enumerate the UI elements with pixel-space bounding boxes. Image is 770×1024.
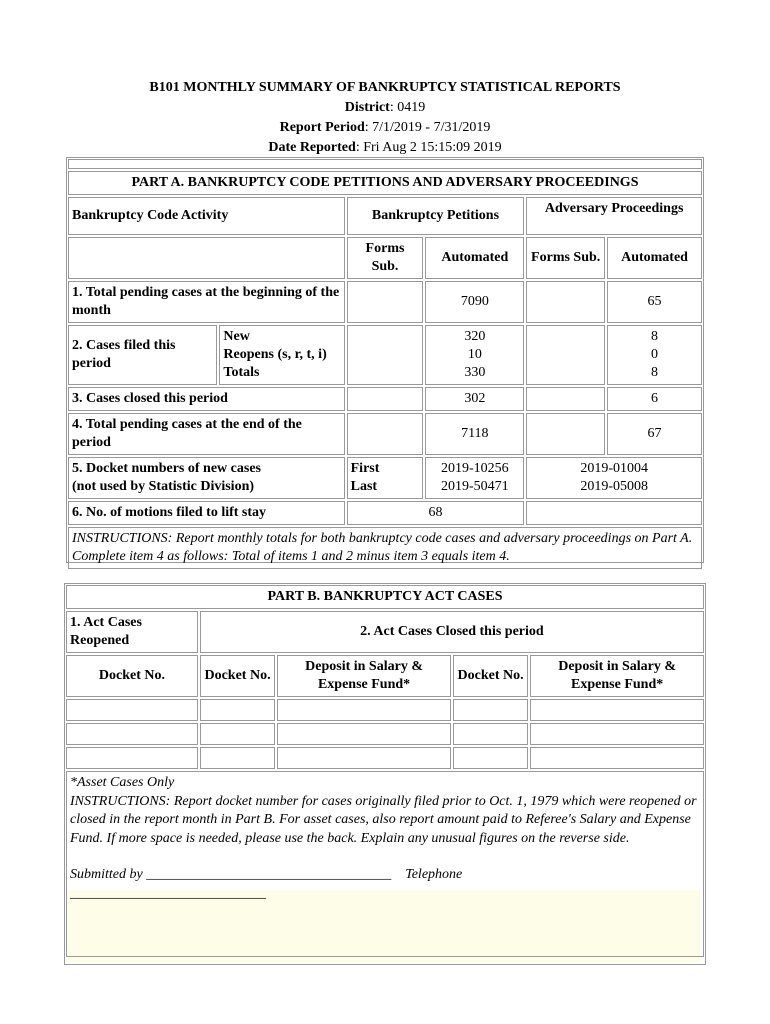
row5-label-line2: (not used by Statistic Division) [72, 479, 255, 494]
row2-petitions-automated [425, 325, 524, 385]
row3-petitions-automated: 302 [425, 387, 524, 411]
blank-subheader [68, 237, 345, 279]
petitions-automated-header: Automated [425, 237, 524, 279]
report-header [0, 78, 770, 158]
row2-petitions-forms [347, 325, 424, 385]
row2-petitions-totals: 330 [464, 365, 486, 380]
date-reported-line [0, 138, 770, 158]
entry-cell [200, 747, 275, 769]
row4-label: 4. Total pending cases at the end of the period [68, 413, 345, 455]
row3-adversary-automated: 6 [607, 387, 702, 411]
row3-adversary-forms [526, 387, 605, 411]
part-b-heading: PART B. BANKRUPTCY ACT CASES [66, 585, 704, 609]
row1-adversary-automated: 65 [607, 281, 702, 323]
part-b-table [64, 583, 706, 959]
row5-last-label: Last [350, 479, 378, 494]
row5-petitions-last: 2019-50471 [440, 479, 509, 494]
row5-petitions-dockets [425, 457, 524, 499]
row5-petitions-first: 2019-10256 [440, 461, 509, 476]
row4-petitions-automated: 7118 [425, 413, 524, 455]
row1-adversary-forms [526, 281, 605, 323]
row2-adversary-forms [526, 325, 605, 385]
entry-cell [66, 747, 198, 769]
entry-cell [66, 723, 198, 745]
entry-cell [453, 747, 528, 769]
entry-cell [277, 723, 451, 745]
row2-adversary-new: 8 [651, 329, 659, 344]
entry-cell [530, 699, 704, 721]
row5-label-line1: 5. Docket numbers of new cases [72, 461, 261, 476]
row4-adversary-forms [526, 413, 605, 455]
notes-spacer [70, 848, 700, 866]
act-cases-closed-header: 2. Act Cases Closed this period [200, 611, 704, 653]
row2-reopens-label: Reopens (s, r, t, i) [223, 347, 327, 362]
petitions-forms-sub-header: Forms Sub. [347, 237, 424, 279]
entry-cell [66, 699, 198, 721]
row5-adversary-last: 2019-05008 [580, 479, 648, 494]
submitted-by-label: Submitted by [70, 867, 143, 882]
entry-cell [530, 747, 704, 769]
report-title: B101 MONTHLY SUMMARY OF BANKRUPTCY STATISTICAL REPORTS [149, 80, 621, 95]
reopened-docket-header: Docket No. [66, 655, 198, 697]
row5-label [68, 457, 345, 499]
closed-docket-header-1: Docket No. [200, 655, 275, 697]
part-a-heading: PART A. BANKRUPTCY CODE PETITIONS AND ADVERSARY PROCEEDINGS [68, 171, 702, 195]
row5-first-label: First [350, 461, 380, 476]
row4-petitions-forms [347, 413, 424, 455]
adversary-automated-header: Automated [607, 237, 702, 279]
telephone-label: Telephone [405, 867, 463, 882]
row2-adversary-automated [607, 325, 702, 385]
entry-cell [453, 699, 528, 721]
part-a-top-spacer [68, 159, 702, 169]
act-cases-reopened-header: 1. Act Cases Reopened [66, 611, 198, 653]
row3-petitions-forms [347, 387, 424, 411]
part-a-instructions: INSTRUCTIONS: Report monthly totals for both bankruptcy code cases and adversary proceedings on Part A. Complete item 4 as follows: Total of items 1 and 2 minus item 3 equals item 4. [68, 527, 702, 569]
report-period-label: Report Period [279, 120, 365, 135]
row1-petitions-automated: 7090 [425, 281, 524, 323]
row2-adversary-reopens: 0 [651, 347, 659, 362]
row6-label: 6. No. of motions filed to lift stay [68, 501, 345, 525]
row2-adversary-totals: 8 [651, 365, 659, 380]
row3-label: 3. Cases closed this period [68, 387, 345, 411]
entry-cell [277, 699, 451, 721]
report-period-line [0, 118, 770, 138]
report-period-value: : 7/1/2019 - 7/31/2019 [364, 120, 491, 135]
row6-adversary-blank [526, 501, 702, 525]
part-b-notes [66, 771, 704, 957]
date-reported-label: Date Reported [268, 140, 356, 155]
row2-totals-label: Totals [223, 365, 260, 380]
entry-cell [200, 699, 275, 721]
closed-deposit-header-1: Deposit in Salary & Expense Fund* [277, 655, 451, 697]
row5-adversary-first: 2019-01004 [580, 461, 648, 476]
date-reported-value: : Fri Aug 2 15:15:09 2019 [355, 140, 502, 155]
telephone-blank: ____________________________ [70, 885, 266, 901]
row2-sublabels [219, 325, 344, 385]
entry-cell [453, 723, 528, 745]
part-b-instructions: INSTRUCTIONS: Report docket number for cases originally filed prior to Oct. 1, 1979 which were reopened or closed in the report month in Part B. For asset cases, also report amount paid to Referee's Salary and Expense Fund. If more space is needed, please use the back. Explain any unusual figures on the reverse side. [70, 793, 697, 846]
row2-petitions-reopens: 10 [467, 347, 482, 362]
row6-value: 68 [347, 501, 525, 525]
entry-cell [277, 747, 451, 769]
adversary-forms-sub-header: Forms Sub. [526, 237, 605, 279]
row1-petitions-forms [347, 281, 424, 323]
row2-label: 2. Cases filed this period [68, 325, 217, 385]
submitted-line [70, 866, 700, 885]
col-activity-header: Bankruptcy Code Activity [68, 197, 345, 235]
row4-adversary-automated: 67 [607, 413, 702, 455]
row5-adversary-dockets [526, 457, 702, 499]
col-petitions-header: Bankruptcy Petitions [347, 197, 525, 235]
row5-first-last [347, 457, 424, 499]
col-adversary-header: Adversary Proceedings [526, 197, 702, 235]
closed-deposit-header-2: Deposit in Salary & Expense Fund* [530, 655, 704, 697]
row2-new-label: New [223, 329, 250, 344]
part-a-table [66, 157, 704, 571]
closed-docket-header-2: Docket No. [453, 655, 528, 697]
submitted-by-blank: ___________________________________ [146, 867, 392, 882]
district-value: : 0419 [389, 100, 426, 115]
entry-cell [200, 723, 275, 745]
district-label: District [344, 100, 390, 115]
row2-petitions-new: 320 [464, 329, 486, 344]
entry-cell [530, 723, 704, 745]
district-line [0, 98, 770, 118]
row1-label: 1. Total pending cases at the beginning of the month [68, 281, 345, 323]
asset-cases-note: *Asset Cases Only [70, 775, 175, 790]
